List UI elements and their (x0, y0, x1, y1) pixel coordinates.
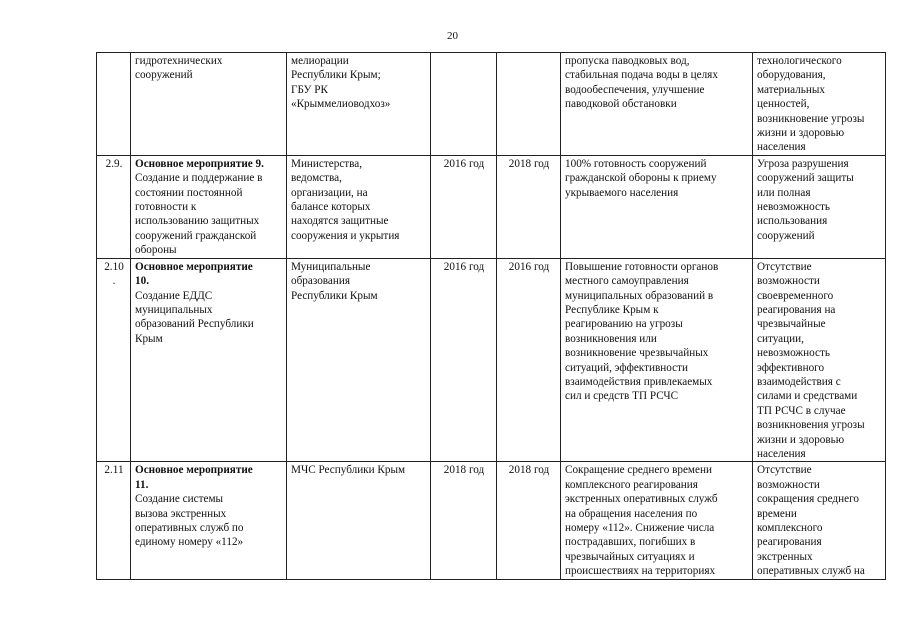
activity-cell (131, 462, 287, 579)
end-year-cell: 2018 год (497, 155, 561, 258)
activity-description: Создание системы вызова экстренных оперативных служб по единому номеру «112» (135, 493, 244, 549)
executor-cell: Министерства, ведомства, организации, на балансе которых находятся защитные сооружения и укрытия (287, 155, 431, 258)
expected-result-cell: Повышение готовности органов местного самоуправления муниципальных образований в Республике Крым к реагированию на угрозы возникновения или возникновение чрезвычайных ситуаций, эффективности взаимодействия привлекаемых сил и средств ТП РСЧС (561, 258, 753, 462)
start-year-cell: 2018 год (431, 462, 497, 579)
expected-result-cell: 100% готовность сооружений гражданской обороны к приему укрываемого населения (561, 155, 753, 258)
expected-result-cell: Сокращение среднего времени комплексного реагирования экстренных оперативных служб на обращения населения по номеру «112». Снижение числа пострадавших, погибших в чрезвычайных ситуациях и происшествиях на территориях (561, 462, 753, 579)
executor-cell: мелиорации Республики Крым; ГБУ РК «Крыммелиоводхоз» (287, 53, 431, 156)
risk-cell: Отсутствие возможности сокращения среднего времени комплексного реагирования экстренных оперативных служб на (753, 462, 886, 579)
activity-title: Основное мероприятие 10. (135, 260, 253, 288)
end-year-cell: 2016 год (497, 258, 561, 462)
activity-description: Создание ЕДДС муниципальных образований Республики Крым (135, 289, 254, 345)
risk-cell: технологического оборудования, материальных ценностей, возникновение угрозы жизни и здоровью населения (753, 53, 886, 156)
row-number: 2.10 . (97, 258, 131, 462)
expected-result-cell: пропуска паводковых вод, стабильная подача воды в целях водообеспечения, улучшение паводковой обстановки (561, 53, 753, 156)
page-number: 20 (447, 30, 458, 42)
activity-description: Создание и поддержание в состоянии постоянной готовности к использованию защитных сооружений гражданской обороны (135, 172, 263, 257)
activity-cell (131, 258, 287, 462)
row-number: 2.11 (97, 462, 131, 579)
activity-cell (131, 155, 287, 258)
activity-title: Основное мероприятие 9. (135, 157, 264, 170)
start-year-cell (431, 53, 497, 156)
risk-cell: Угроза разрушения сооружений защиты или полная невозможность использования сооружений (753, 155, 886, 258)
executor-cell: Муниципальные образования Республики Крым (287, 258, 431, 462)
executor-cell: МЧС Республики Крым (287, 462, 431, 579)
activity-title: Основное мероприятие 11. (135, 464, 253, 491)
row-number (97, 53, 131, 156)
table-row (97, 258, 886, 462)
start-year-cell: 2016 год (431, 258, 497, 462)
table-row (97, 462, 886, 579)
activity-description: гидротехнических сооружений (135, 55, 223, 82)
start-year-cell: 2016 год (431, 155, 497, 258)
risk-cell: Отсутствие возможности своевременного реагирования на чрезвычайные ситуации, невозможность эффективного взаимодействия с силами и средствами ТП РСЧС в случае возникновения угрозы жизни и здоровью населения (753, 258, 886, 462)
end-year-cell (497, 53, 561, 156)
activity-cell (131, 53, 287, 156)
row-number: 2.9. (97, 155, 131, 258)
table-row (97, 53, 886, 156)
activities-table (96, 52, 886, 580)
table-row (97, 155, 886, 258)
end-year-cell: 2018 год (497, 462, 561, 579)
